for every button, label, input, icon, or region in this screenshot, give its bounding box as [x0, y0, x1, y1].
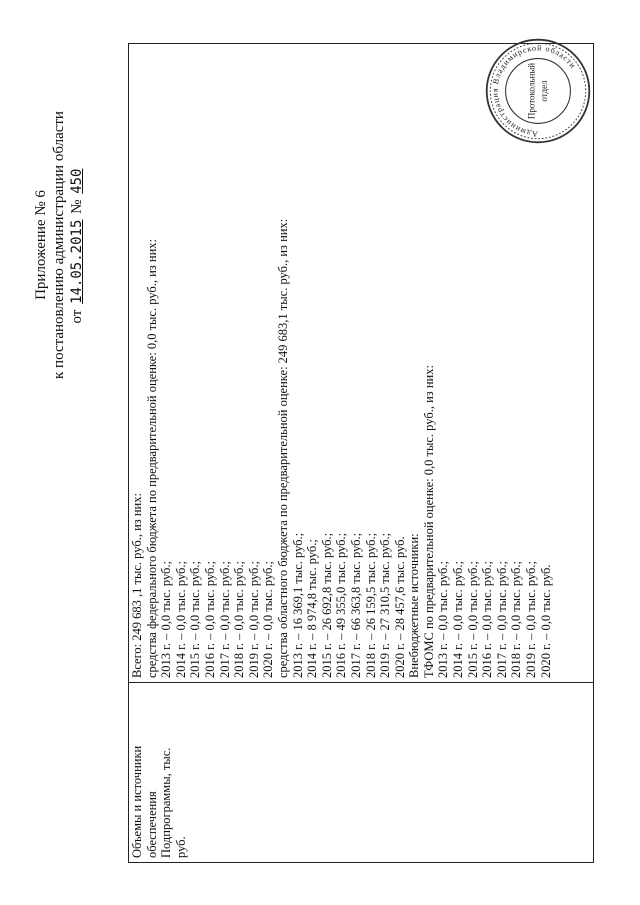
regional-year-line: 2020 г. – 28 457,6 тыс. руб. [392, 536, 407, 678]
official-seal-stamp [484, 37, 592, 145]
tfoms-year-line: 2020 г. – 0,0 тыс. руб. [538, 564, 553, 678]
tfoms-year-line: 2019 г. – 0,0 тыс. руб.; [524, 560, 539, 678]
decree-date: 14.05.2015 [69, 219, 85, 304]
federal-year-line: 2019 г. – 0,0 тыс. руб.; [246, 560, 261, 678]
federal-year-line: 2018 г. – 0,0 тыс. руб.; [232, 560, 247, 678]
appendix-subtitle: к постановлению администрации области [51, 111, 67, 379]
label-line: Подпрограммы, тыс. [159, 747, 174, 858]
appendix-date-line [68, 35, 86, 455]
regional-year-line: 2013 г. – 16 369,1 тыс. руб.; [290, 532, 305, 678]
federal-year-line: 2020 г. – 0,0 тыс. руб.; [261, 560, 276, 678]
federal-year-line: 2015 г. – 0,0 тыс. руб.; [188, 560, 203, 678]
extrabudgetary-heading: Внебюджетные источники: [407, 533, 422, 678]
funding-total: Всего: 249 683 ,1 тыс. руб., из них: [130, 493, 144, 678]
tfoms-year-line: 2014 г. – 0,0 тыс. руб.; [451, 560, 466, 678]
seal-center-line1: Протокольный [526, 62, 537, 120]
tfoms-year-line: 2013 г. – 0,0 тыс. руб.; [436, 560, 451, 678]
regional-year-line: 2014 г. – 8 974,8 тыс. руб.; [305, 539, 320, 678]
label-line: Объемы и источники [130, 745, 144, 858]
label-line: руб. [173, 836, 188, 858]
federal-budget-heading: средства федерального бюджета по предварительной оценке: 0,0 тыс. руб., из них: [144, 239, 159, 678]
federal-year-line: 2016 г. – 0,0 тыс. руб.; [202, 560, 217, 678]
label-line: обеспечения [144, 791, 159, 858]
funding-table-label-cell [129, 682, 593, 862]
regional-year-line: 2017 г. – 66 363,8 тыс. руб.; [348, 532, 363, 678]
tfoms-year-line: 2016 г. – 0,0 тыс. руб.; [480, 560, 495, 678]
tfoms-year-line: 2015 г. – 0,0 тыс. руб.; [465, 560, 480, 678]
seal-ring-text: Администрация Владимирской области [490, 43, 578, 139]
seal-graphic [484, 37, 592, 145]
tfoms-year-line: 2018 г. – 0,0 тыс. руб.; [509, 560, 524, 678]
federal-year-line: 2013 г. – 0,0 тыс. руб.; [159, 560, 174, 678]
seal-center-line2: отдел [539, 80, 549, 102]
regional-budget-heading: средства областного бюджета по предварительной оценке: 249 683,1 тыс. руб., из них: [275, 218, 290, 678]
regional-year-line: 2016 г. – 49 355,0 тыс. руб.; [334, 532, 349, 678]
appendix-header [32, 35, 86, 455]
tfoms-year-line: 2017 г. – 0,0 тыс. руб.; [494, 560, 509, 678]
tfoms-heading: ТФОМС по предварительной оценке: 0,0 тыс. руб., из них: [421, 365, 436, 678]
federal-year-line: 2014 г. – 0,0 тыс. руб.; [173, 560, 188, 678]
decree-number: 450 [69, 168, 85, 194]
federal-year-line: 2017 г. – 0,0 тыс. руб.; [217, 560, 232, 678]
regional-year-line: 2015 г. – 26 692,8 тыс. руб.; [319, 532, 334, 678]
regional-year-line: 2019 г. – 27 310,5 тыс. руб.; [378, 532, 393, 678]
funding-table [128, 43, 594, 863]
number-prefix: № [69, 199, 85, 214]
date-prefix: от [69, 309, 85, 324]
regional-year-line: 2018 г. – 26 159,5 тыс. руб.; [363, 532, 378, 678]
appendix-title: Приложение № 6 [33, 190, 49, 300]
